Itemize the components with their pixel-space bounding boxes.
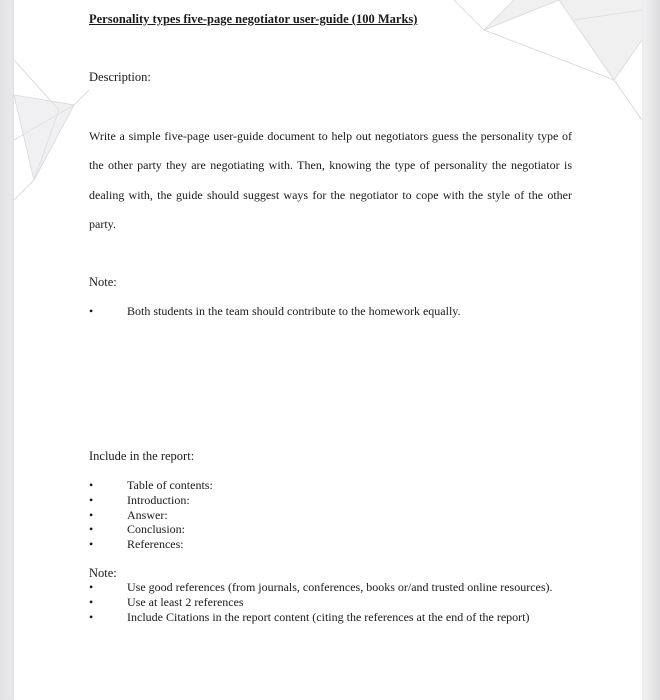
document-page [14,0,642,700]
note2-list-item [89,595,589,610]
include-list-item [89,508,589,523]
note2-item-text: Use at least 2 references [127,594,244,609]
note2-item-text: Include Citations in the report content (citing the references at the end of the report) [127,609,530,624]
bullet-icon: • [89,507,94,522]
include-list-item [89,478,589,493]
note2-item-text: Use good references (from journals, conferences, books or/and trusted online resources). [127,580,553,594]
bullet-icon: • [89,478,94,492]
description-label: Description: [89,70,151,84]
note2-list [89,580,589,624]
include-list [89,478,589,552]
document-title: Personality types five-page negotiator user-guide (100 Marks) [89,12,418,26]
include-item-text: References: [127,537,184,552]
bullet-icon: • [89,580,94,594]
bullet-icon: • [89,492,94,507]
include-list-item [89,537,589,552]
bullet-icon: • [89,609,94,624]
note-label-2: Note: [89,566,117,580]
include-item-text: Answer: [127,507,168,522]
description-text: Write a simple five-page user-guide document to help out negotiators guess the personality type of the other party they are negotiating with. Then, knowing the type of personality the negotiator is dealing with, the guide should suggest ways for the negotiator to cope with the style of the other party. [89,129,572,232]
note2-list-item [89,580,589,595]
include-item-text: Table of contents: [127,478,213,492]
note2-list-item [89,610,589,625]
note-label-1: Note: [89,275,117,289]
include-label: Include in the report: [89,449,195,463]
include-item-text: Introduction: [127,492,190,507]
include-item-text: Conclusion: [127,522,186,537]
note1-item-text: Both students in the team should contribute to the homework equally. [127,304,461,318]
bullet-icon: • [89,594,94,609]
bullet-icon: • [89,304,94,318]
background-right-strip [642,0,660,700]
include-list-item [89,493,589,508]
include-list-item [89,522,589,537]
bullet-icon: • [89,522,94,537]
bullet-icon: • [89,537,94,552]
